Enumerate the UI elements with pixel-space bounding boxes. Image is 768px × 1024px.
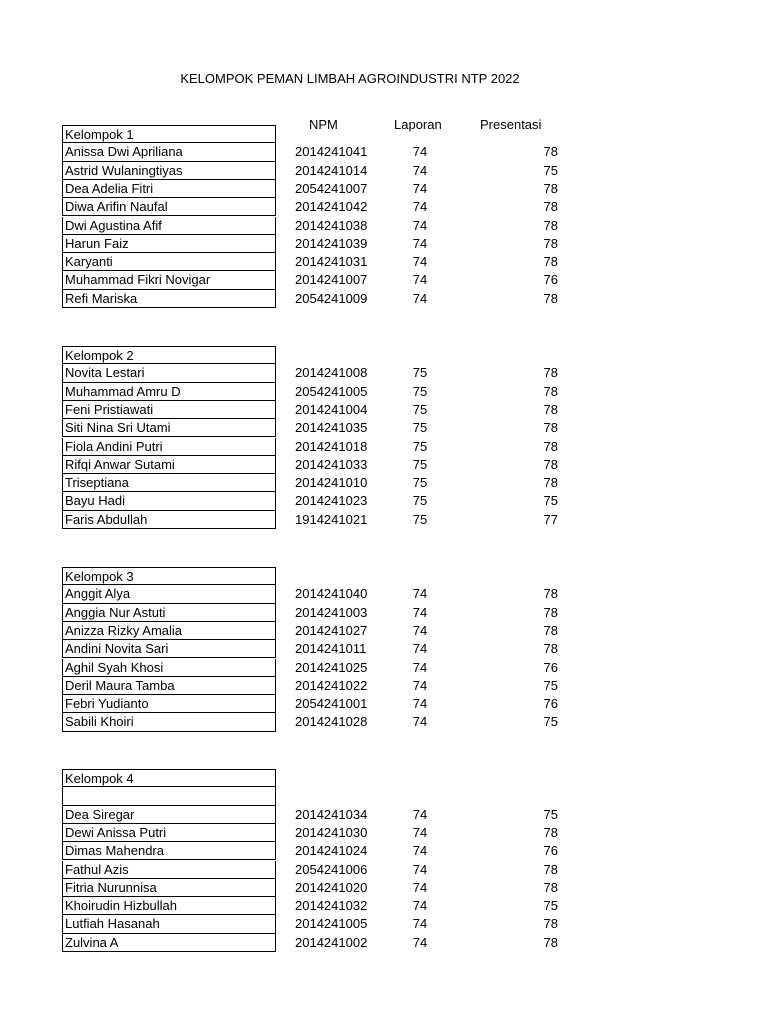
member-npm: 2014241023 — [295, 493, 368, 509]
member-laporan: 75 — [412, 420, 428, 436]
member-name: Triseptiana — [62, 474, 276, 492]
table-row — [0, 659, 768, 677]
member-name: Dea Siregar — [62, 806, 276, 824]
table-row — [0, 253, 768, 271]
member-laporan: 74 — [412, 235, 428, 251]
member-presentasi: 78 — [543, 475, 558, 491]
table-row — [0, 217, 768, 235]
member-npm: 2014241003 — [295, 604, 368, 620]
table-row — [0, 438, 768, 456]
member-npm: 1914241021 — [295, 511, 368, 527]
member-laporan: 75 — [412, 456, 428, 472]
member-presentasi: 78 — [543, 217, 558, 233]
member-name: Lutfiah Hasanah — [62, 915, 276, 933]
table-row — [0, 383, 768, 401]
member-name: Bayu Hadi — [62, 492, 276, 510]
member-laporan: 74 — [412, 861, 428, 877]
group-label: Kelompok 4 — [62, 769, 276, 787]
group-header-row — [0, 769, 768, 787]
table-row — [0, 162, 768, 180]
member-presentasi: 78 — [543, 235, 558, 251]
member-laporan: 74 — [412, 162, 428, 178]
member-name: Anissa Dwi Apriliana — [62, 143, 276, 161]
member-name: Febri Yudianto — [62, 695, 276, 713]
member-laporan: 74 — [412, 641, 428, 657]
table-row — [0, 713, 768, 731]
member-laporan: 74 — [412, 144, 428, 160]
member-presentasi: 78 — [543, 622, 558, 638]
member-laporan: 74 — [412, 272, 428, 288]
group-header-row — [0, 567, 768, 585]
table-row — [0, 677, 768, 695]
table-row — [0, 235, 768, 253]
header-presentasi: Presentasi — [480, 117, 542, 132]
member-presentasi: 78 — [543, 383, 558, 399]
member-presentasi: 78 — [543, 180, 558, 196]
member-laporan: 75 — [412, 365, 428, 381]
table-row — [0, 640, 768, 658]
member-name: Dewi Anissa Putri — [62, 824, 276, 842]
member-npm: 2014241014 — [295, 162, 368, 178]
member-npm: 2054241005 — [295, 383, 368, 399]
table-row — [0, 787, 768, 805]
member-name: Muhammad Fikri Novigar — [62, 271, 276, 289]
table-row — [0, 897, 768, 915]
page-title: KELOMPOK PEMAN LIMBAH AGROINDUSTRI NTP 2022 — [180, 71, 520, 86]
member-presentasi: 78 — [543, 365, 558, 381]
member-name: Rifqi Anwar Sutami — [62, 456, 276, 474]
member-npm: 2014241010 — [295, 475, 368, 491]
header-npm: NPM — [309, 117, 338, 132]
member-npm: 2014241008 — [295, 365, 368, 381]
member-presentasi: 77 — [543, 511, 558, 527]
member-presentasi: 75 — [543, 714, 558, 730]
member-name: Diwa Arifin Naufal — [62, 198, 276, 216]
member-npm: 2014241005 — [295, 916, 368, 932]
table-row — [0, 879, 768, 897]
table-row — [0, 915, 768, 933]
member-name: Novita Lestari — [62, 364, 276, 382]
member-npm: 2014241042 — [295, 199, 368, 215]
member-laporan: 74 — [412, 843, 428, 859]
member-laporan: 75 — [412, 493, 428, 509]
member-name: Deril Maura Tamba — [62, 677, 276, 695]
member-presentasi: 78 — [543, 604, 558, 620]
member-presentasi: 78 — [543, 290, 558, 306]
member-presentasi: 78 — [543, 144, 558, 160]
member-npm: 2014241024 — [295, 843, 368, 859]
table-row — [0, 604, 768, 622]
member-presentasi: 78 — [543, 456, 558, 472]
table-row — [0, 824, 768, 842]
group-label: Kelompok 3 — [62, 567, 276, 585]
member-presentasi: 75 — [543, 806, 558, 822]
table-row — [0, 842, 768, 860]
member-npm: 2014241025 — [295, 659, 368, 675]
member-npm: 2014241020 — [295, 879, 368, 895]
member-laporan: 74 — [412, 714, 428, 730]
member-presentasi: 78 — [543, 586, 558, 602]
group-header-row — [0, 346, 768, 364]
group-header-row — [0, 125, 768, 143]
member-laporan: 75 — [412, 401, 428, 417]
member-name: Aghil Syah Khosi — [62, 659, 276, 677]
member-name: Fathul Azis — [62, 861, 276, 879]
table-row — [0, 695, 768, 713]
header-laporan: Laporan — [394, 117, 442, 132]
member-laporan: 74 — [412, 622, 428, 638]
member-laporan: 74 — [412, 934, 428, 950]
member-presentasi: 76 — [543, 272, 558, 288]
member-name: Astrid Wulaningtiyas — [62, 162, 276, 180]
table-row — [0, 511, 768, 529]
member-presentasi: 78 — [543, 420, 558, 436]
member-name: Faris Abdullah — [62, 511, 276, 529]
member-npm: 2014241033 — [295, 456, 368, 472]
member-name: Dimas Mahendra — [62, 842, 276, 860]
table-row — [0, 934, 768, 952]
member-npm: 2014241027 — [295, 622, 368, 638]
member-npm: 2014241022 — [295, 677, 368, 693]
member-npm: 2014241030 — [295, 824, 368, 840]
member-npm: 2014241040 — [295, 586, 368, 602]
member-laporan: 74 — [412, 180, 428, 196]
member-presentasi: 76 — [543, 843, 558, 859]
member-presentasi: 75 — [543, 493, 558, 509]
member-presentasi: 78 — [543, 934, 558, 950]
member-presentasi: 78 — [543, 641, 558, 657]
member-npm: 2014241002 — [295, 934, 368, 950]
member-npm: 2014241032 — [295, 898, 368, 914]
table-row — [0, 180, 768, 198]
member-name: Muhammad Amru D — [62, 383, 276, 401]
member-name: Sabili Khoiri — [62, 713, 276, 731]
member-laporan: 74 — [412, 696, 428, 712]
member-name: Fitria Nurunnisa — [62, 879, 276, 897]
member-presentasi: 78 — [543, 199, 558, 215]
table-row — [0, 492, 768, 510]
member-name: Dwi Agustina Afif — [62, 217, 276, 235]
member-laporan: 74 — [412, 824, 428, 840]
member-laporan: 74 — [412, 806, 428, 822]
table-row — [0, 401, 768, 419]
table-row — [0, 143, 768, 161]
member-name — [62, 787, 276, 805]
member-presentasi: 76 — [543, 696, 558, 712]
member-laporan: 75 — [412, 383, 428, 399]
table-row — [0, 290, 768, 308]
member-name: Dea Adelia Fitri — [62, 180, 276, 198]
table-row — [0, 474, 768, 492]
member-npm: 2014241011 — [295, 641, 367, 657]
member-laporan: 75 — [412, 511, 428, 527]
member-presentasi: 78 — [543, 401, 558, 417]
member-laporan: 74 — [412, 290, 428, 306]
member-presentasi: 78 — [543, 916, 558, 932]
member-npm: 2014241034 — [295, 806, 368, 822]
table-row — [0, 622, 768, 640]
table-row — [0, 271, 768, 289]
member-name: Anggit Alya — [62, 585, 276, 603]
member-name: Zulvina A — [62, 934, 276, 952]
member-laporan: 74 — [412, 677, 428, 693]
member-laporan: 75 — [412, 475, 428, 491]
member-npm: 2014241007 — [295, 272, 368, 288]
table-row — [0, 364, 768, 382]
member-name: Anggia Nur Astuti — [62, 604, 276, 622]
member-name: Fiola Andini Putri — [62, 438, 276, 456]
member-npm: 2014241041 — [295, 144, 368, 160]
table-row — [0, 456, 768, 474]
member-name: Khoirudin Hizbullah — [62, 897, 276, 915]
member-laporan: 74 — [412, 217, 428, 233]
member-npm: 2014241004 — [295, 401, 368, 417]
member-name: Andini Novita Sari — [62, 640, 276, 658]
table-row — [0, 198, 768, 216]
member-presentasi: 78 — [543, 254, 558, 270]
member-laporan: 74 — [412, 879, 428, 895]
member-name: Harun Faiz — [62, 235, 276, 253]
member-presentasi: 75 — [543, 898, 558, 914]
member-npm: 2054241006 — [295, 861, 368, 877]
member-npm: 2014241028 — [295, 714, 368, 730]
member-presentasi: 78 — [543, 438, 558, 454]
member-npm: 2054241007 — [295, 180, 368, 196]
member-npm: 2054241009 — [295, 290, 368, 306]
member-laporan: 74 — [412, 659, 428, 675]
member-laporan: 74 — [412, 586, 428, 602]
member-name: Refi Mariska — [62, 290, 276, 308]
member-npm: 2014241018 — [295, 438, 368, 454]
member-laporan: 74 — [412, 254, 428, 270]
member-npm: 2054241001 — [295, 696, 368, 712]
member-name: Siti Nina Sri Utami — [62, 419, 276, 437]
member-laporan: 75 — [412, 438, 428, 454]
member-name: Feni Pristiawati — [62, 401, 276, 419]
member-name: Karyanti — [62, 253, 276, 271]
member-npm: 2014241035 — [295, 420, 368, 436]
group-label: Kelompok 2 — [62, 346, 276, 364]
member-laporan: 74 — [412, 604, 428, 620]
member-laporan: 74 — [412, 916, 428, 932]
member-laporan: 74 — [412, 199, 428, 215]
group-label: Kelompok 1 — [62, 125, 276, 143]
member-presentasi: 76 — [543, 659, 558, 675]
table-row — [0, 585, 768, 603]
member-presentasi: 78 — [543, 879, 558, 895]
member-npm: 2014241031 — [295, 254, 368, 270]
table-row — [0, 419, 768, 437]
member-npm: 2014241038 — [295, 217, 368, 233]
member-name: Anizza Rizky Amalia — [62, 622, 276, 640]
member-presentasi: 75 — [543, 677, 558, 693]
member-presentasi: 78 — [543, 861, 558, 877]
member-laporan: 74 — [412, 898, 428, 914]
member-presentasi: 78 — [543, 824, 558, 840]
table-row — [0, 861, 768, 879]
table-row — [0, 806, 768, 824]
member-presentasi: 75 — [543, 162, 558, 178]
member-npm: 2014241039 — [295, 235, 368, 251]
